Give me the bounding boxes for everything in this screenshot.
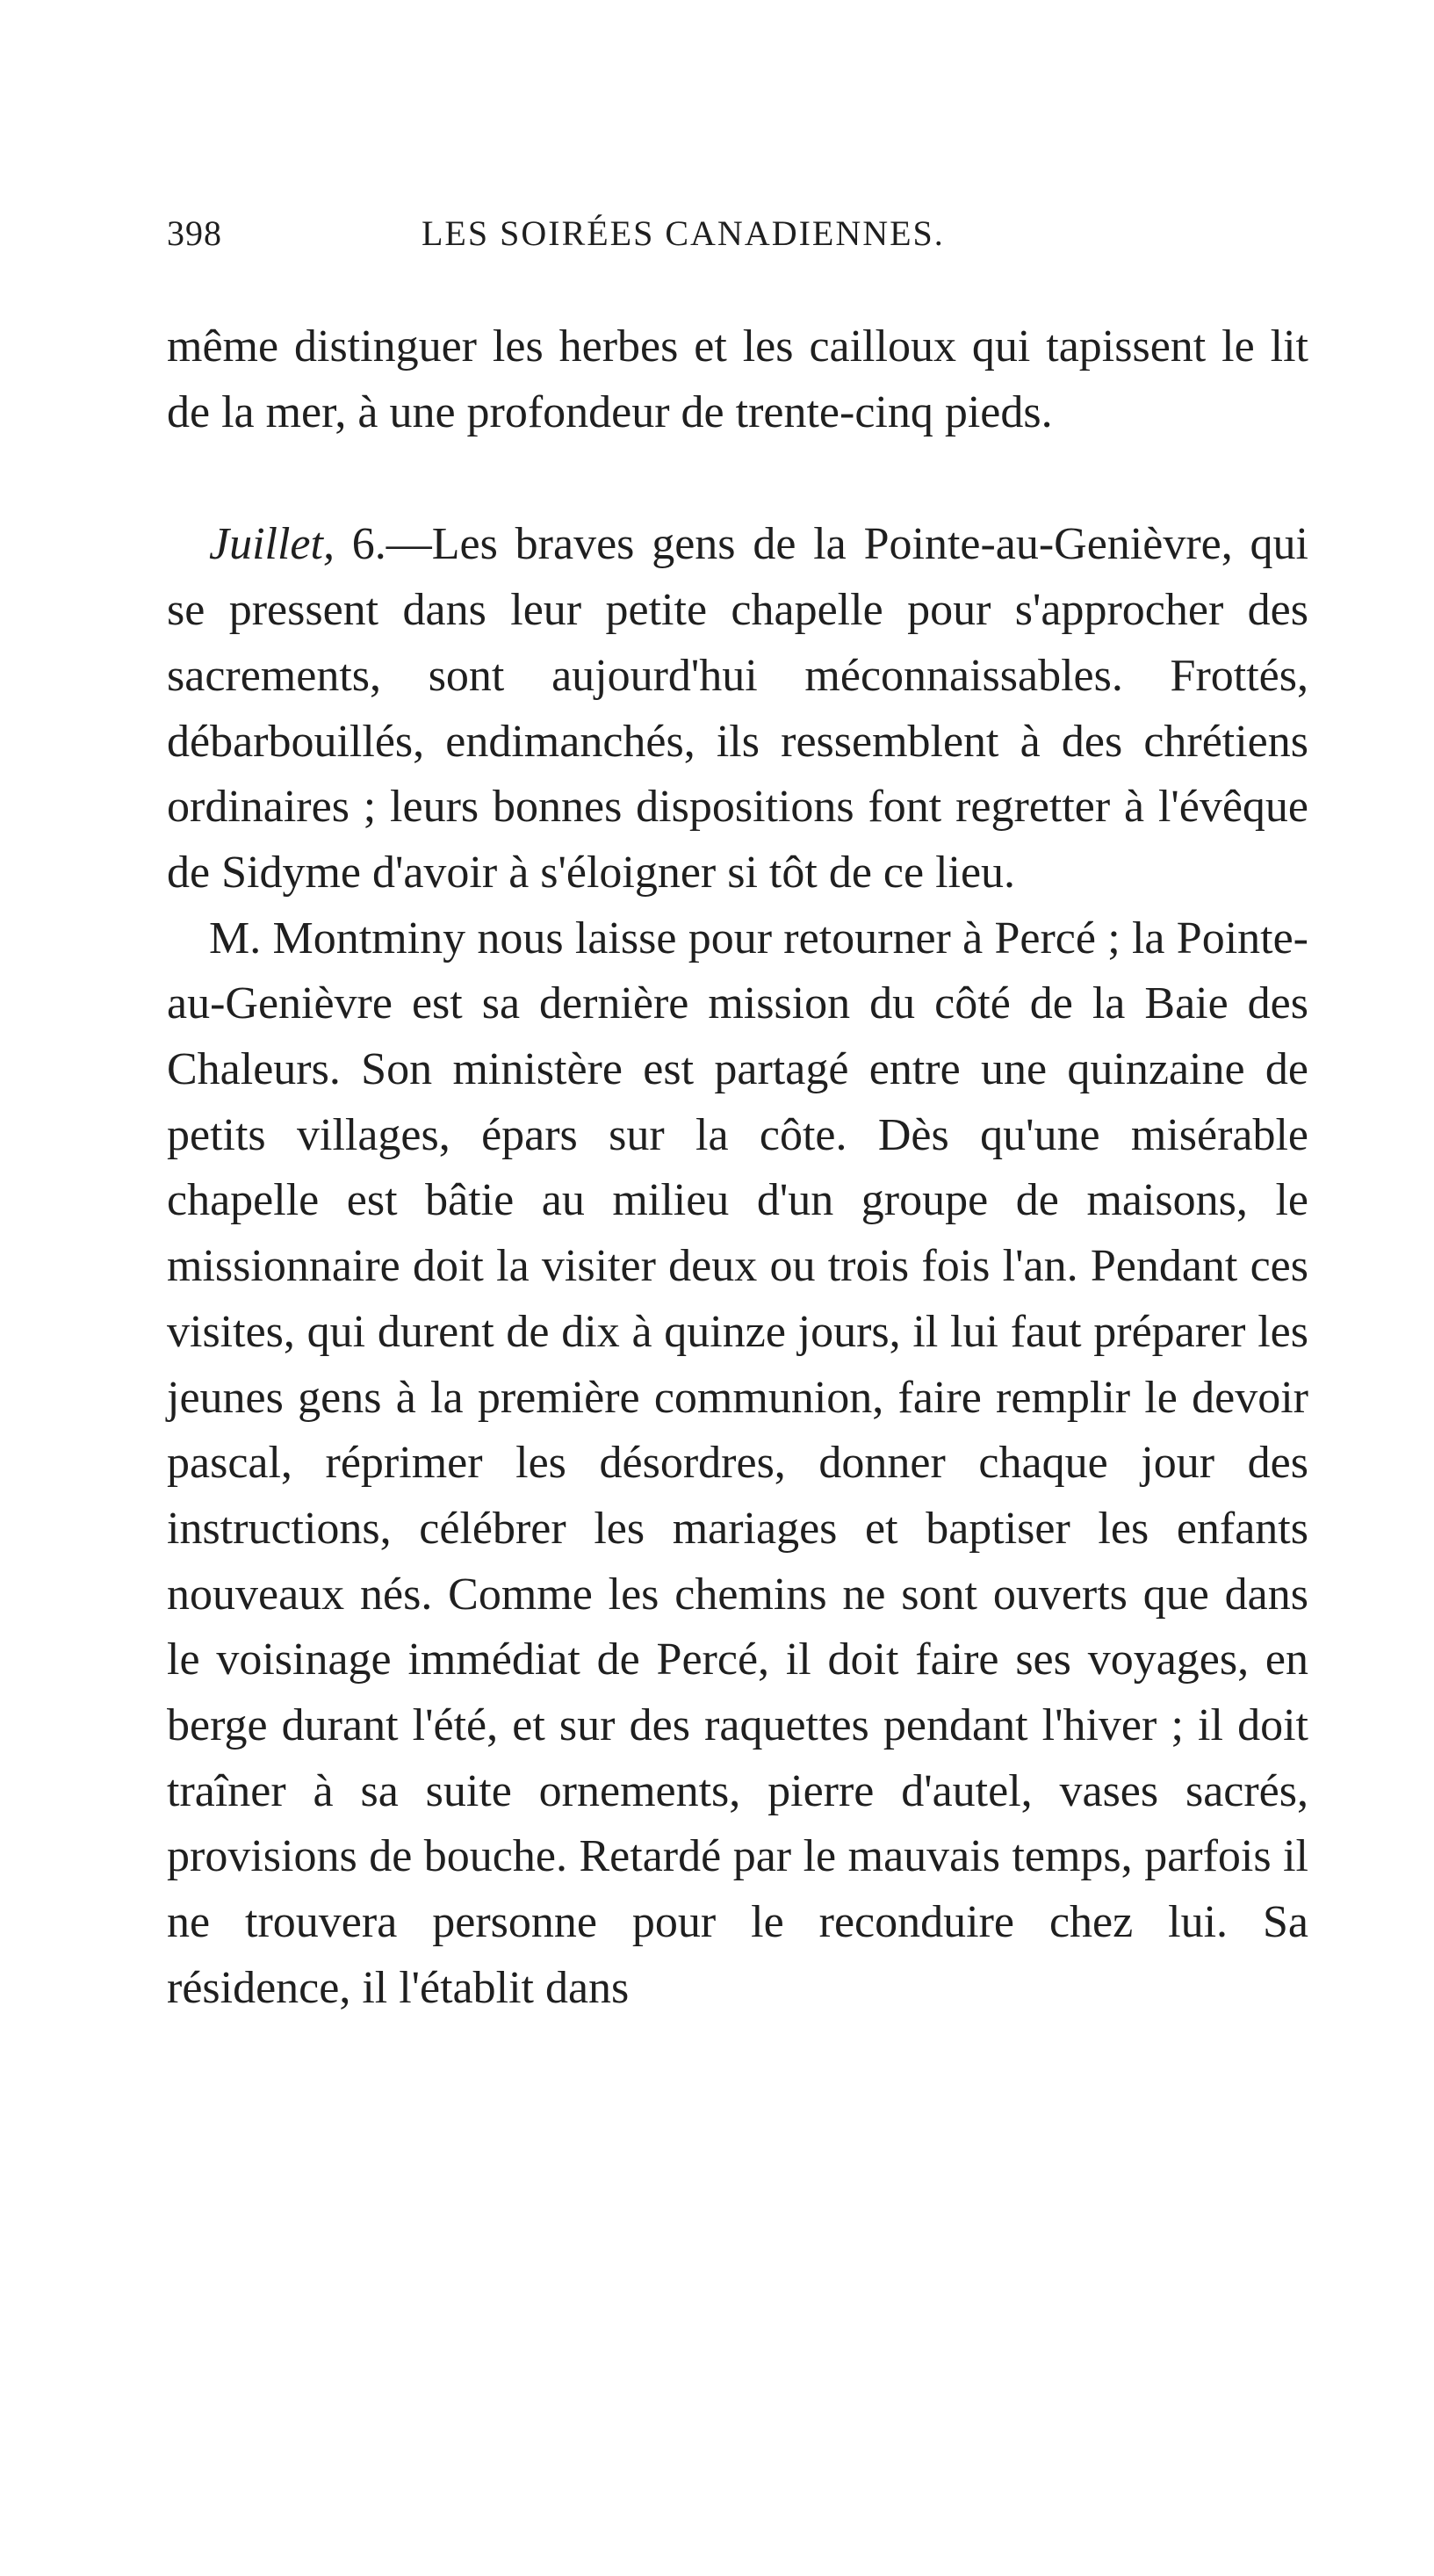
body-text <box>167 314 1308 2022</box>
date-label: Juillet, <box>209 519 335 570</box>
paragraph-montminy: M. Montminy nous laisse pour retourner à Percé ; la Pointe-au-Genièvre est sa dernière mission du côté de la Baie des Chaleurs. Son ministère est partagé entre une quinzaine de petits villages, épars sur la côte. Dès qu'une misérable chapelle est bâtie au milieu d'un groupe de maisons, le missionnaire doit la visiter deux ou trois fois l'an. Pendant ces visites, qui durent de dix à quinze jours, il lui faut préparer les jeunes gens à la première communion, faire remplir le devoir pascal, réprimer les désordres, donner chaque jour des instructions, célébrer les mariages et baptiser les enfants nouveaux nés. Comme les chemins ne sont ouverts que dans le voisinage immédiat de Percé, il doit faire ses voyages, en berge durant l'été, et sur des raquettes pendant l'hiver ; il doit traîner à sa suite ornements, pierre d'autel, vases sacrés, provisions de bouche. Retardé par le mauvais temps, parfois il ne trouvera personne pour le reconduire chez lui. Sa résidence, il l'établit dans <box>167 913 1308 2013</box>
running-title: LES SOIRÉES CANADIENNES. <box>422 213 945 253</box>
page-number: 398 <box>167 213 222 253</box>
page-header <box>167 213 1054 265</box>
paragraph-juillet <box>167 512 1308 906</box>
paragraph-juillet-text: 6.—Les braves gens de la Pointe-au-Genièvre, qui se pressent dans leur petite chapelle pour s'approcher des sacrements, sont aujourd'hui méconnaissables. Frottés, débarbouillés, endimanchés, ils ressemblent à des chrétiens ordinaires ; leurs bonnes dispositions font regretter à l'évêque de Sidyme d'avoir à s'éloigner si tôt de ce lieu. <box>167 519 1308 898</box>
paragraph-continuation: même distinguer les herbes et les cailloux qui tapissent le lit de la mer, à une profondeur de trente-cinq pieds. <box>167 321 1308 437</box>
